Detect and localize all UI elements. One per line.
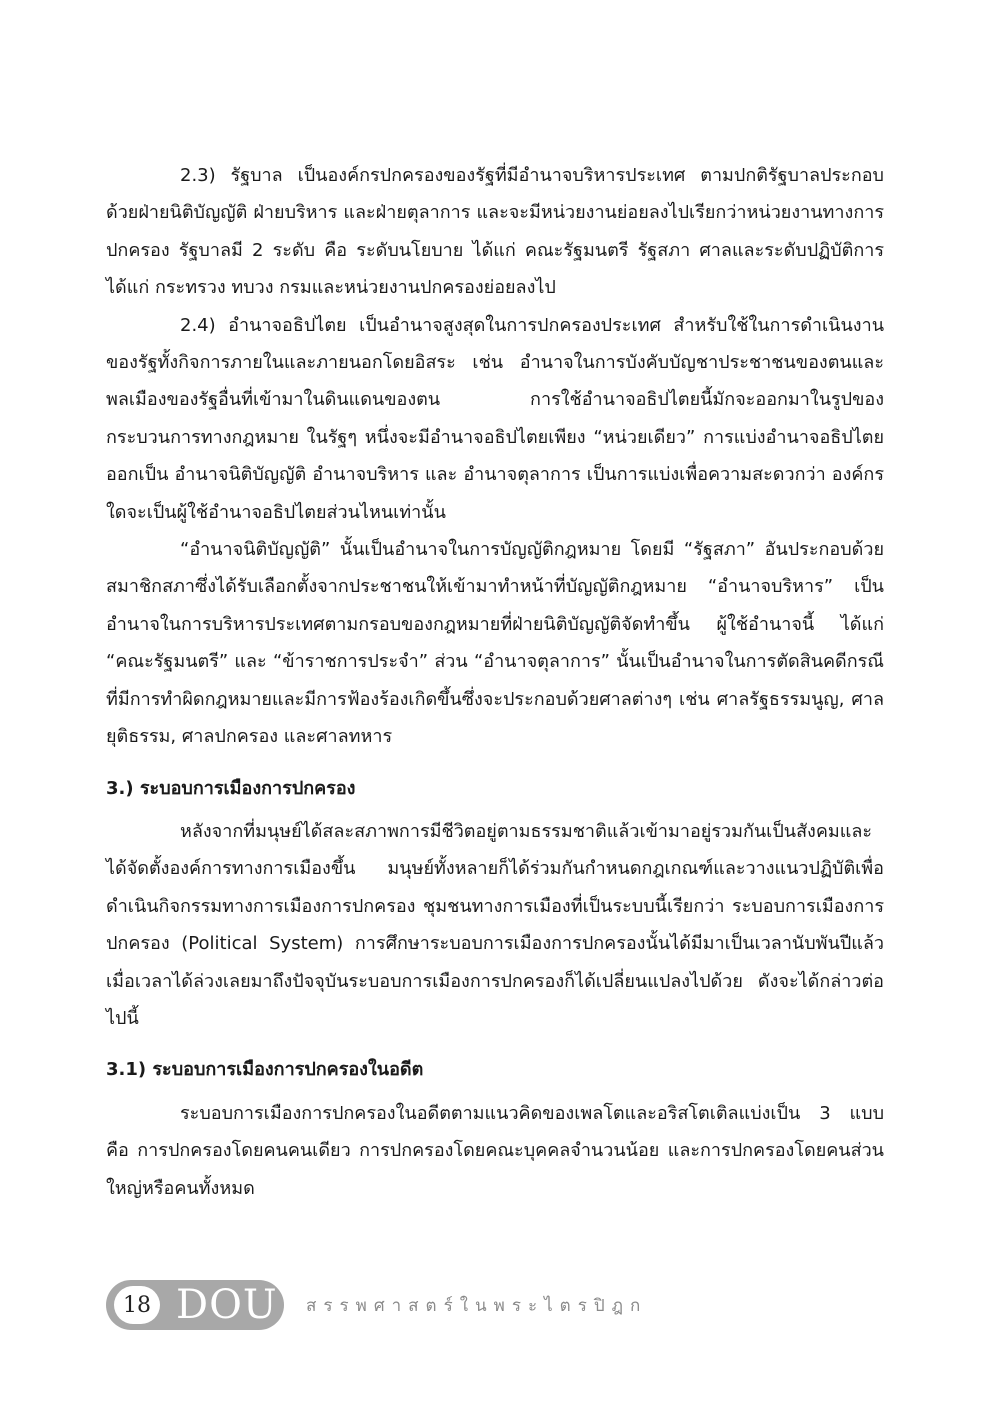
book-title: สรรพศาสตร์ในพระไตรปิฎก	[306, 1295, 648, 1316]
dou-badge	[106, 1280, 284, 1330]
paragraph-2-4: 2.4) อำนาจอธิปไตย เป็นอำนาจสูงสุดในการปกครองประเทศ สำหรับใช้ในการดำเนินงานของรัฐทั้งกิจการภายในและภายนอกโดยอิสระ เช่น อำนาจในการบังคับบัญชาประชาชนของตนและพลเมืองของรัฐอื่นที่เข้ามาในดินแดนของตน การใช้อำนาจอธิปไตยนี้มักจะออกมาในรูปของกระบวนการทางกฎหมาย ในรัฐๆ หนึ่งจะมีอำนาจอธิปไตยเพียง “หน่วยเดียว” การแบ่งอำนาจอธิปไตยออกเป็น อำนาจนิติบัญญัติ อำนาจบริหาร และ อำนาจตุลาการ เป็นการแบ่งเพื่อความสะดวกว่า องค์กรใดจะเป็นผู้ใช้อำนาจอธิปไตยส่วนไหนเท่านั้น	[106, 314, 884, 523]
dou-logo-text: DOU	[176, 1282, 278, 1328]
page-number: 18	[114, 1286, 160, 1324]
paragraph-powers: “อำนาจนิติบัญญัติ” นั้นเป็นอำนาจในการบัญญัติกฎหมาย โดยมี “รัฐสภา” อันประกอบด้วยสมาชิกสภาซึ่งได้รับเลือกตั้งจากประชาชนให้เข้ามาทำหน้าที่บัญญัติกฎหมาย “อำนาจบริหาร” เป็นอำนาจในการบริหารประเทศตามกรอบของกฎหมายที่ฝ่ายนิติบัญญัติจัดทำขึ้น ผู้ใช้อำนาจนี้ ได้แก่ “คณะรัฐมนตรี” และ “ข้าราชการประจำ” ส่วน “อำนาจตุลาการ” นั้นเป็นอำนาจในการตัดสินคดีกรณีที่มีการทำผิดกฎหมายและมีการฟ้องร้องเกิดขึ้นซึ่งจะประกอบด้วยศาลต่างๆ เช่น ศาลรัฐธรรมนูญ, ศาลยุติธรรม, ศาลปกครอง และศาลทหาร	[106, 539, 884, 748]
heading-3-1: 3.1) ระบอบการเมืองการปกครองในอดีต	[106, 1059, 424, 1081]
paragraph-3: หลังจากที่มนุษย์ได้สละสภาพการมีชีวิตอยู่ตามธรรมชาติแล้วเข้ามาอยู่รวมกันเป็นสังคมและได้จัดตั้งองค์การทางการเมืองขึ้น มนุษย์ทั้งหลายก็ได้ร่วมกันกำหนดกฎเกณฑ์และวางแนวปฏิบัติเพื่อดำเนินกิจกรรมทางการเมืองการปกครอง ชุมชนทางการเมืองที่เป็นระบบนี้เรียกว่า ระบอบการเมืองการปกครอง (Political System) การศึกษาระบอบการเมืองการปกครองนั้นได้มีมาเป็นเวลานับพันปีแล้ว เมื่อเวลาได้ล่วงเลยมาถึงปัจจุบันระบอบการเมืองการปกครองก็ได้เปลี่ยนแปลงไปด้วย ดังจะได้กล่าวต่อไปนี้	[106, 820, 884, 1029]
paragraph-2-3: 2.3) รัฐบาล เป็นองค์กรปกครองของรัฐที่มีอำนาจบริหารประเทศ ตามปกติรัฐบาลประกอบด้วยฝ่ายนิติบัญญัติ ฝ่ายบริหาร และฝ่ายตุลาการ และจะมีหน่วยงานย่อยลงไปเรียกว่าหน่วยงานทางการปกครอง รัฐบาลมี 2 ระดับ คือ ระดับนโยบาย ได้แก่ คณะรัฐมนตรี รัฐสภา ศาลและระดับปฏิบัติการ ได้แก่ กระทรวง ทบวง กรมและหน่วยงานปกครองย่อยลงไป	[106, 165, 884, 299]
heading-3: 3.) ระบอบการเมืองการปกครอง	[106, 777, 356, 799]
page-content	[106, 157, 884, 1207]
page-footer	[106, 1280, 647, 1330]
paragraph-3-1: ระบอบการเมืองการปกครองในอดีตตามแนวคิดของเพลโตและอริสโตเติลแบ่งเป็น 3 แบบ คือ การปกครองโดยคนคนเดียว การปกครองโดยคณะบุคคลจำนวนน้อย และการปกครองโดยคนส่วนใหญ่หรือคนทั้งหมด	[106, 1102, 884, 1199]
